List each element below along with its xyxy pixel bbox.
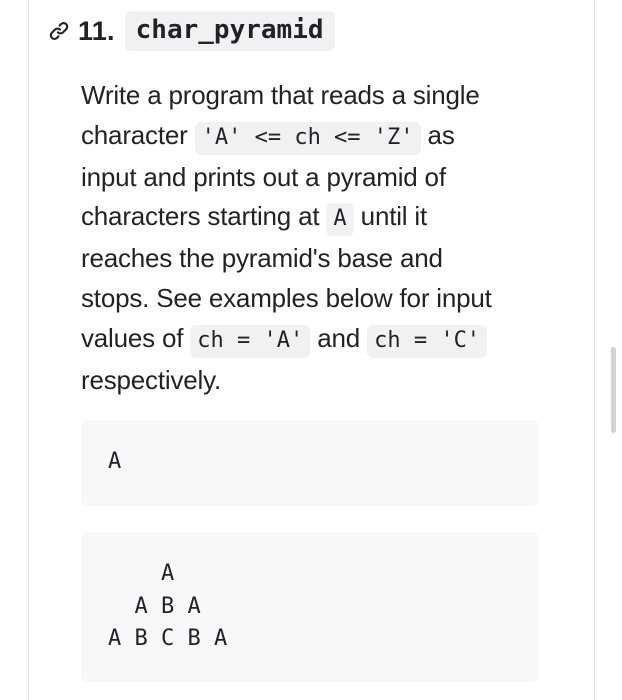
paragraph-line: characters starting at A until it bbox=[81, 197, 551, 239]
link-icon[interactable] bbox=[46, 18, 72, 44]
paragraph-line: character 'A' <= ch <= 'Z' as bbox=[81, 116, 551, 158]
code-line: A bbox=[108, 561, 175, 586]
paragraph-line: respectively. bbox=[81, 364, 221, 395]
inline-code: ch = 'C' bbox=[367, 325, 487, 358]
paragraph-line: reaches the pyramid's base and bbox=[81, 243, 443, 274]
example-output-c bbox=[81, 532, 539, 682]
section-heading bbox=[46, 8, 335, 54]
content-border-left bbox=[28, 0, 29, 700]
example-output-a bbox=[81, 420, 539, 506]
paragraph-line: stops. See examples below for input bbox=[81, 282, 492, 313]
heading-number: 11. bbox=[78, 15, 115, 46]
code-line: A B A bbox=[108, 593, 201, 619]
inline-code: A bbox=[326, 203, 353, 236]
scrollbar-thumb[interactable] bbox=[611, 347, 616, 433]
content-border-right bbox=[594, 0, 595, 700]
code-line: A B C B A bbox=[108, 626, 228, 651]
paragraph-line: input and prints out a pyramid of bbox=[81, 161, 446, 192]
paragraph-line: Write a program that reads a single bbox=[81, 80, 480, 110]
heading-title-code: char_pyramid bbox=[125, 11, 335, 51]
description-paragraph bbox=[81, 76, 551, 400]
code-line: A bbox=[108, 449, 122, 474]
inline-code: ch = 'A' bbox=[190, 325, 310, 358]
paragraph-line: values of ch = 'A' and ch = 'C' bbox=[81, 319, 551, 361]
inline-code: 'A' <= ch <= 'Z' bbox=[195, 122, 421, 155]
